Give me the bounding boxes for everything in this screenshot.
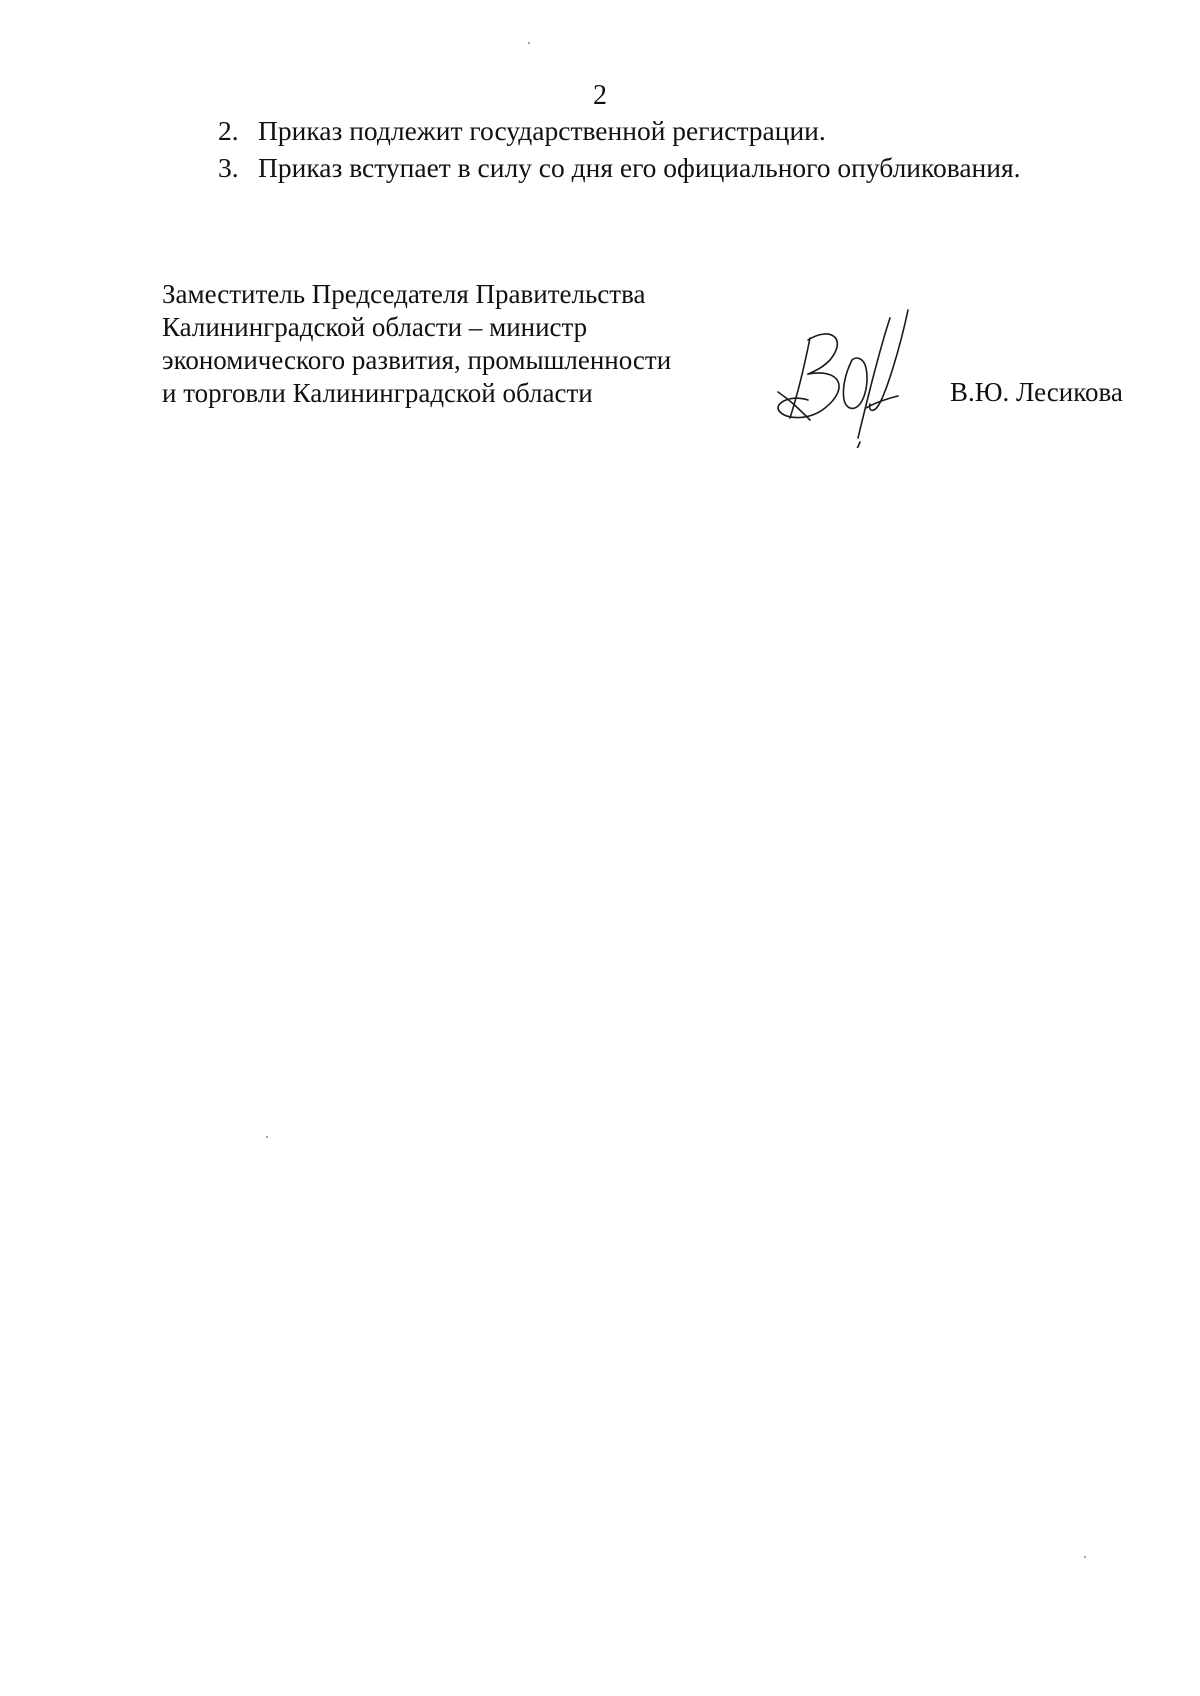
signatory-position [162,278,671,410]
clause-text: Приказ подлежит государственной регистрации. [258,115,826,146]
position-line: Заместитель Председателя Правительства [162,279,646,309]
scan-speck [266,1136,268,1138]
position-line: и торговли Калининградской области [162,378,593,408]
signer-name: В.Ю. Лесикова [950,377,1123,407]
clause-item [218,149,1021,186]
clause-list [218,112,1021,186]
handwritten-signature [770,308,940,448]
position-line: экономического развития, промышленности [162,345,672,375]
clause-text: Приказ вступает в силу со дня его официального опубликования. [258,152,1021,183]
position-line: Калининградской области – министр [162,312,588,342]
scan-speck [528,42,530,44]
page-number: 2 [593,80,607,111]
clause-number: 3. [218,152,239,183]
clause-item [218,112,1021,149]
scan-speck [1084,1556,1086,1558]
clause-number: 2. [218,115,239,146]
